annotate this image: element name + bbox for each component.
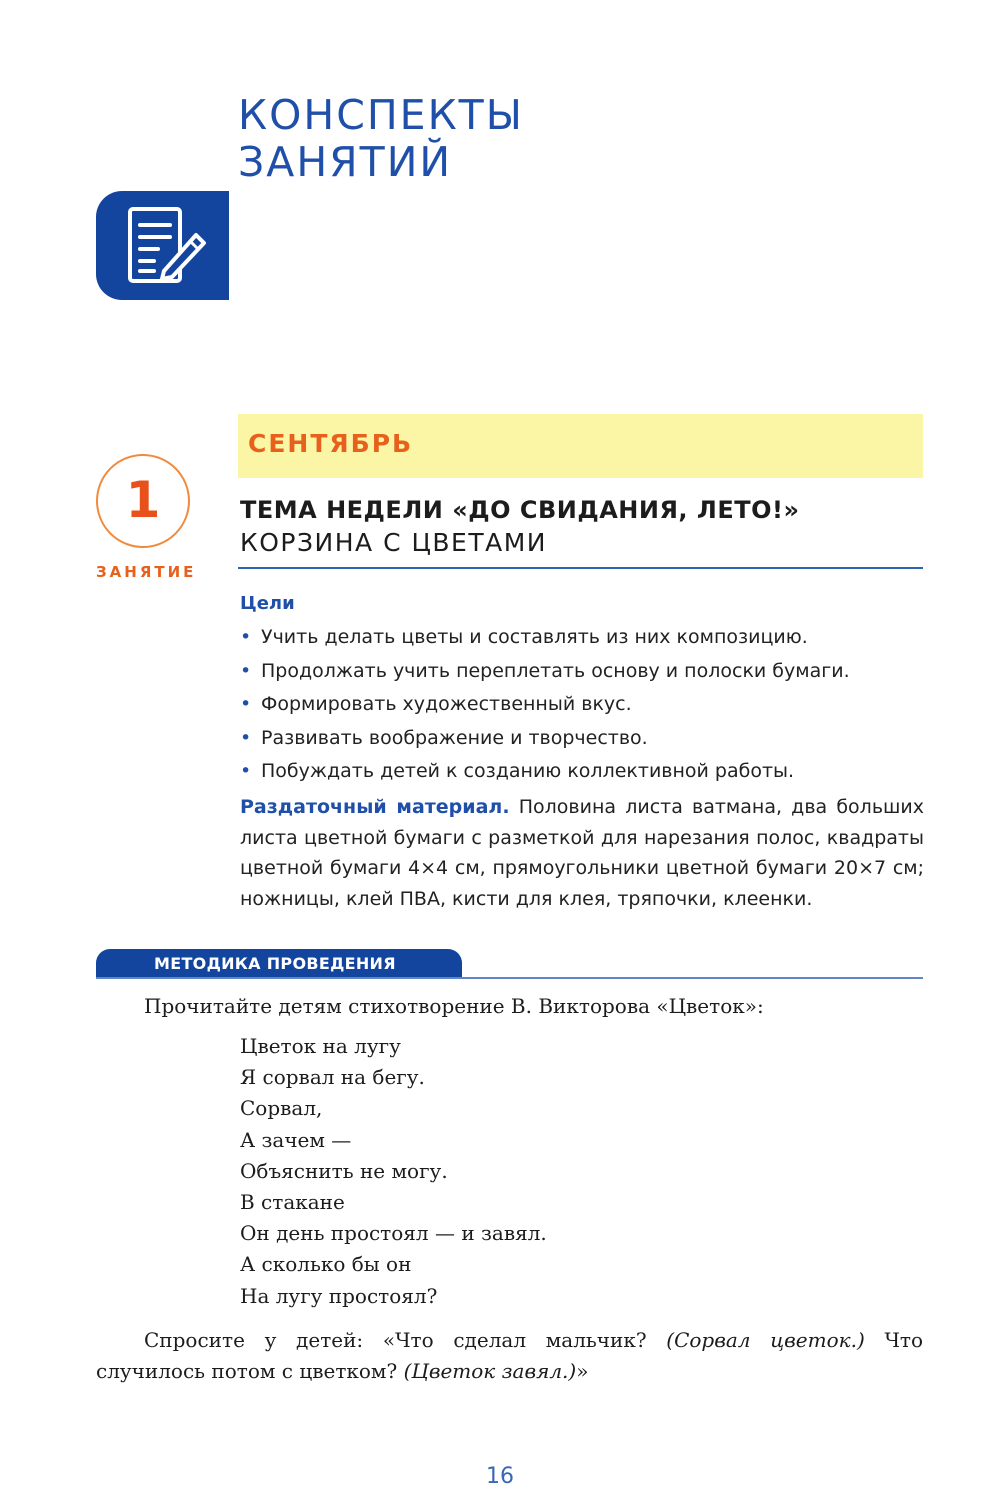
bullet-icon: • — [240, 726, 252, 749]
handout-paragraph — [240, 792, 924, 914]
section-title — [238, 92, 524, 186]
methodology-tab — [96, 949, 462, 979]
methodology-divider — [96, 977, 923, 979]
question-text: » — [576, 1359, 589, 1383]
section-title-line-1: КОНСПЕКТЫ — [238, 91, 524, 139]
handout-label: Раздаточный материал. — [240, 796, 510, 818]
goal-text: Развивать воображение и творчество. — [261, 726, 648, 749]
poem-line: Объяснить не могу. — [240, 1158, 448, 1183]
bullet-icon: • — [240, 659, 252, 682]
question-paragraph — [96, 1325, 923, 1387]
lesson-label: ЗАНЯТИЕ — [96, 563, 197, 581]
goal-text: Учить делать цветы и составлять из них композицию. — [261, 626, 808, 648]
poem-line: А сколько бы он — [240, 1252, 412, 1277]
lesson-number-circle — [96, 454, 190, 548]
list-item — [240, 655, 850, 689]
methodology-label: МЕТОДИКА ПРОВЕДЕНИЯ — [154, 954, 396, 973]
theme-divider — [238, 567, 923, 569]
section-title-line-2: ЗАНЯТИЙ — [238, 138, 453, 186]
bullet-icon: • — [240, 693, 252, 715]
poem-line: На лугу простоял? — [240, 1283, 438, 1308]
lesson-number: 1 — [125, 471, 161, 529]
goals-heading: Цели — [240, 593, 295, 614]
intro-text: Прочитайте детям стихотворение В. Викторова «Цветок»: — [144, 994, 764, 1018]
poem-line: В стакане — [240, 1190, 345, 1215]
poem-line: Он день простоял — и завял. — [240, 1221, 547, 1246]
page-number: 16 — [486, 1464, 514, 1489]
month-label: СЕНТЯБРЬ — [248, 429, 414, 458]
week-theme: ТЕМА НЕДЕЛИ «ДО СВИДАНИЯ, ЛЕТО!» — [240, 496, 800, 524]
bullet-icon: • — [240, 760, 252, 782]
answer-text: (Сорвал цветок.) — [666, 1328, 865, 1352]
question-text: Что случилось потом с цветком? — [96, 1328, 924, 1383]
month-banner — [238, 414, 923, 478]
poem-line: Цветок на лугу — [240, 1034, 401, 1058]
goals-list — [240, 621, 850, 789]
list-item — [240, 755, 850, 789]
answer-text: (Цветок завял.) — [403, 1359, 577, 1383]
list-item — [240, 621, 850, 655]
list-item — [240, 722, 850, 756]
handout-text: Половина листа ватмана, два больших листа цветной бумаги с разметкой для нарезания полос, квадраты цветной бумаги 4×4 см, прямоугольники цветной бумаги 20×7 см; ножницы, клей ПВА, кисти для клея, тряпочки, клеенки. — [240, 796, 924, 910]
list-item — [240, 688, 850, 722]
document-edit-icon — [124, 205, 212, 289]
question-text: Спросите у детей: «Что сделал мальчик? — [144, 1328, 667, 1352]
poem — [240, 1031, 547, 1312]
goal-text: Продолжать учить переплетать основу и полоски бумаги. — [261, 659, 850, 682]
doc-icon-badge — [96, 191, 229, 300]
poem-line: Я сорвал на бегу. — [240, 1065, 425, 1090]
bullet-icon: • — [240, 626, 252, 648]
goal-text: Побуждать детей к созданию коллективной работы. — [261, 760, 795, 782]
poem-line: А зачем — — [240, 1127, 352, 1152]
poem-line: Сорвал, — [240, 1096, 323, 1121]
goal-text: Формировать художественный вкус. — [261, 693, 632, 715]
lesson-title: КОРЗИНА С ЦВЕТАМИ — [240, 528, 547, 557]
